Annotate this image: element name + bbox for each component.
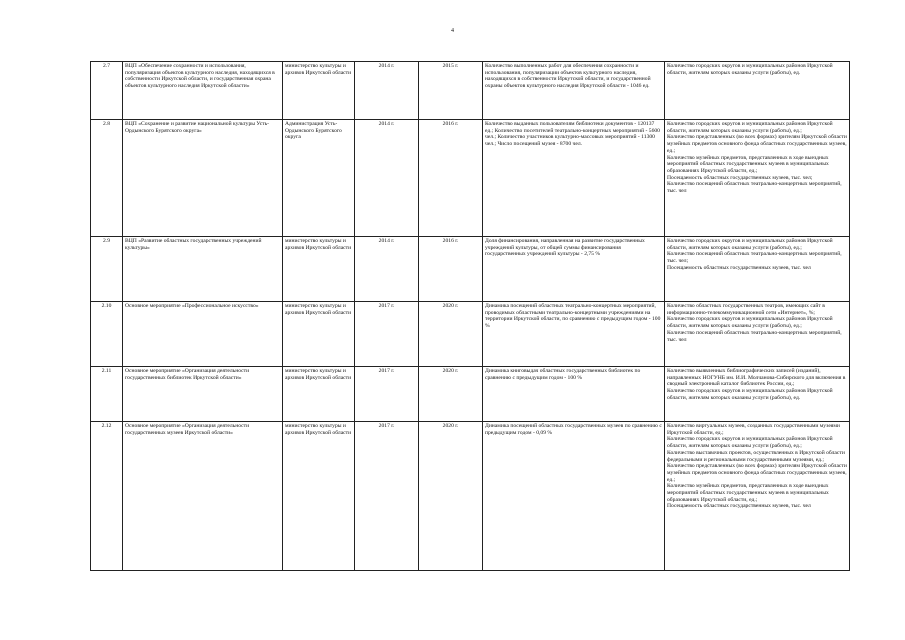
executor: министерство культуры и архивов Иркутской области: [283, 367, 355, 422]
table-row: [91, 62, 850, 120]
activity-name: ВЦП «Обеспечение сохранности и использования, популяризация объектов культурного наследия, находящихся в собственности Иркутской области, и государственная охрана объектов культурного наследия Иркутской области»: [123, 62, 283, 120]
indicator-line: Количество музейных предметов, представленных в ходе выездных мероприятий областных государственных музеев в муниципальных образованиях Иркутской области, ед.;: [667, 483, 829, 503]
indicator-line: Количество городских округов и муниципальных районов Иркутской области, жителям которых оказаны услуги (работы), ед.;: [667, 436, 833, 450]
indicator-line: Посещаемость областных государственных музеев, тыс. чел: [667, 503, 811, 510]
indicator-line: Количество музейных предметов, представленных в ходе выездных мероприятий областных государственных музеев в муниципальных образованиях Иркутской области, ед.;: [667, 154, 829, 174]
page-number: 4: [451, 28, 454, 34]
indicator-line: Количество представленных (во всех формах) зрителям Иркутской области музейных предметов основного фонда областных государственных музеев, ед.;: [667, 134, 847, 154]
start-year: 2014 г.: [355, 120, 419, 237]
indicator-line: Количество виртуальных музеев, созданных государственными музеями Иркутской области, ед.;: [667, 423, 840, 436]
expected-result: Количество выданных пользователям библиотеки документов - 120137 ед.; Количество посетителей театрально-концертных мероприятий - 5600 чел.; Количество участников культурно-массовых мероприятий - 11300 чел.; Число посещений музея - 8700 чел.: [483, 120, 665, 237]
indicator-line: Количество посещений областных театрально-концертных мероприятий, тыс. чел: [667, 329, 842, 343]
indicator-line: Количество городских округов и муниципальных районов Иркутской области, жителям которых оказаны услуги (работы), ед.: [667, 63, 833, 76]
indicator-line: Посещаемость областных государственных музеев, тыс. чел: [667, 264, 811, 271]
expected-result: Количество выполненных работ для обеспечения сохранности и использования, популяризации объектов культурного наследия, находящихся в собственности Иркутской области, и государственной охраны объектов культурного наследия Иркутской области - 1046 ед.: [483, 62, 665, 120]
end-year: 2020 г.: [419, 367, 483, 422]
executor: министерство культуры и архивов Иркутской области: [283, 422, 355, 571]
activity-name: Основное мероприятие «Организация деятельности государственных библиотек Иркутской области»: [123, 367, 283, 422]
row-number: 2.10: [91, 302, 123, 367]
start-year: 2014 г.: [355, 62, 419, 120]
end-year: 2020 г.: [419, 422, 483, 571]
row-number: 2.8: [91, 120, 123, 237]
end-year: 2020 г.: [419, 302, 483, 367]
row-number: 2.12: [91, 422, 123, 571]
executor: министерство культуры и архивов Иркутской области: [283, 237, 355, 302]
activity-name: Основное мероприятие «Организация деятельности государственных музеев Иркутской области»: [123, 422, 283, 571]
end-year: 2015 г.: [419, 62, 483, 120]
indicator-line: Количество посещений областных театрально-концертных мероприятий, тыс. чел;: [667, 251, 842, 265]
expected-result: Доля финансирования, направленная на развитие государственных учреждений культуры, от общей суммы финансирования государственных учреждений культуры - 2,75 %: [483, 237, 665, 302]
activity-name: ВЦП «Сохранение и развитие национальной культуры Усть-Ордынского Бурятского округа»: [123, 120, 283, 237]
row-number: 2.9: [91, 237, 123, 302]
indicator-line: Количество городских округов и муниципальных районов Иркутской области, жителям которых оказаны услуги (работы), ед.;: [667, 238, 833, 251]
row-number: 2.11: [91, 367, 123, 422]
indicator-line: Количество городских округов и муниципальных районов Иркутской области, жителям которых оказаны услуги (работы), ед.;: [667, 121, 833, 134]
end-year: 2016 г.: [419, 120, 483, 237]
end-year: 2016 г.: [419, 237, 483, 302]
indicator-line: Количество городских округов и муниципальных районов Иркутской области, жителям которых оказаны услуги (работы), ед.: [667, 388, 833, 401]
table-row: [91, 422, 850, 571]
indicator-line: Посещаемость областных государственных музеев, тыс. чел;: [667, 174, 813, 181]
indicator-line: Количество посещений областных театрально-концертных мероприятий, тыс. чел: [667, 181, 842, 195]
executor: министерство культуры и архивов Иркутской области: [283, 62, 355, 120]
start-year: 2017 г.: [355, 302, 419, 367]
activity-name: ВЦП «Развитие областных государственных учреждений культуры»: [123, 237, 283, 302]
indicator-line: Количество областных государственных театров, имеющих сайт в информационно-телекоммуникационной сети «Интернет», %;: [667, 303, 825, 316]
start-year: 2014 г.: [355, 237, 419, 302]
indicators: [665, 422, 850, 571]
indicators: [665, 62, 850, 120]
indicator-line: Количество выявленных библиографических записей (изданий), направленных НОГУНБ им. И.И. Молчанова-Сибирского для включения в сводный электронный каталог библиотек России, ед.;: [667, 368, 846, 388]
table-row: [91, 120, 850, 237]
row-number: 2.7: [91, 62, 123, 120]
indicators: [665, 367, 850, 422]
expected-result: Динамика книговыдач областных государственных библиотек по сравнению с предыдущим годом - 100 %: [483, 367, 665, 422]
indicators: [665, 302, 850, 367]
start-year: 2017 г.: [355, 422, 419, 571]
expected-result: Динамика посещений областных государственных музеев по сравнению с предыдущим годом - 0,09 %: [483, 422, 665, 571]
indicator-line: Количество выставочных проектов, осуществленных в Иркутской области федеральными и региональными государственными музеями, ед.;: [667, 449, 845, 463]
indicators: [665, 237, 850, 302]
executor: Администрация Усть-Ордынского Бурятского округа: [283, 120, 355, 237]
expected-result: Динамика посещений областных театрально-концертных мероприятий, проводимых областными театрально-концертными учреждениями на территории Иркутской области, по сравнению с предыдущим годом - 100 %: [483, 302, 665, 367]
program-table: [90, 61, 850, 571]
table-row: [91, 302, 850, 367]
table-row: [91, 367, 850, 422]
table-row: [91, 237, 850, 302]
indicator-line: Количество городских округов и муниципальных районов Иркутской области, жителям которых оказаны услуги (работы), ед.;: [667, 316, 833, 330]
executor: министерство культуры и архивов Иркутской области: [283, 302, 355, 367]
start-year: 2017 г.: [355, 367, 419, 422]
indicator-line: Количество представленных (во всех формах) зрителям Иркутской области музейных предметов основного фонда областных государственных музеев, ед.;: [667, 463, 847, 483]
indicators: [665, 120, 850, 237]
activity-name: Основное мероприятие «Профессиональное искусство»: [123, 302, 283, 367]
